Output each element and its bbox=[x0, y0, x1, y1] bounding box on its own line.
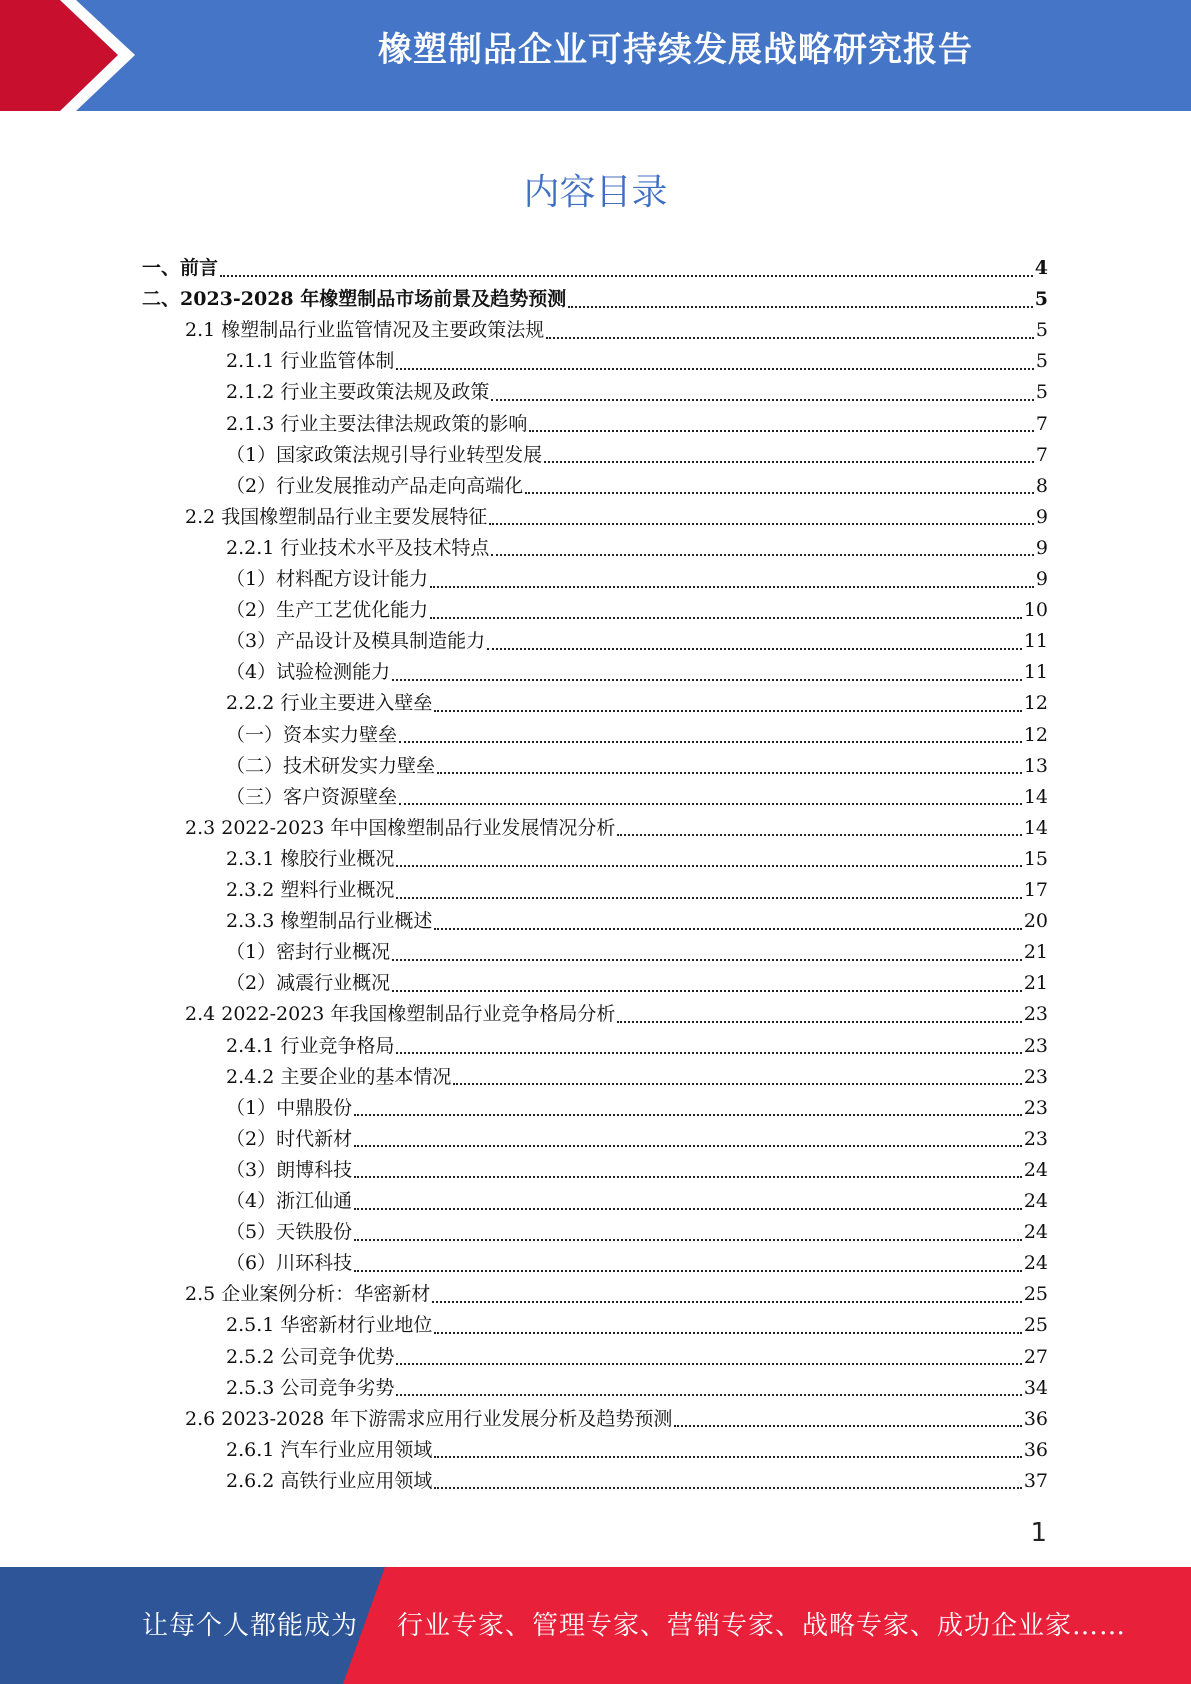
toc-entry-page: 11 bbox=[1023, 630, 1048, 653]
toc-entry[interactable] bbox=[226, 720, 1048, 751]
toc-entry-title: 2.1.2 行业主要政策法规及政策 bbox=[226, 381, 490, 404]
toc-entry-page: 11 bbox=[1023, 661, 1048, 684]
toc-entry[interactable] bbox=[226, 409, 1048, 440]
report-header bbox=[0, 0, 1191, 111]
toc-dot-leader bbox=[399, 803, 1022, 805]
toc-entry[interactable] bbox=[226, 1062, 1048, 1093]
toc-dot-leader bbox=[546, 337, 1034, 339]
toc-entry-title: （1）中鼎股份 bbox=[226, 1096, 353, 1119]
toc-entry[interactable] bbox=[185, 1404, 1048, 1435]
footer-slogan-left: 让每个人都能成为 bbox=[142, 1611, 359, 1641]
toc-entry-page: 9 bbox=[1035, 568, 1048, 590]
toc-entry[interactable] bbox=[226, 937, 1048, 968]
toc-entry-title: 2.5.3 公司竞争劣势 bbox=[226, 1376, 395, 1399]
toc-entry[interactable] bbox=[226, 1124, 1048, 1155]
toc-entry-page: 5 bbox=[1034, 288, 1048, 311]
toc-dot-leader bbox=[434, 710, 1021, 712]
toc-entry-title: 2.4 2022-2023 年我国橡塑制品行业竞争格局分析 bbox=[185, 1003, 616, 1026]
toc-entry-title: 2.2 我国橡塑制品行业主要发展特征 bbox=[185, 505, 488, 528]
report-title: 橡塑制品企业可持续发展战略研究报告 bbox=[378, 30, 973, 70]
toc-dot-leader bbox=[617, 1021, 1021, 1023]
toc-entry-title: 2.1 橡塑制品行业监管情况及主要政策法规 bbox=[185, 319, 545, 342]
toc-entry-page: 24 bbox=[1023, 1252, 1048, 1275]
toc-entry[interactable] bbox=[226, 1031, 1048, 1062]
toc-entry-title: （2）生产工艺优化能力 bbox=[226, 599, 429, 622]
toc-entry[interactable] bbox=[226, 1466, 1048, 1497]
toc-entry[interactable] bbox=[226, 688, 1048, 719]
toc-entry[interactable] bbox=[226, 968, 1048, 999]
footer-slogan-right: 行业专家、管理专家、营销专家、战略专家、成功企业家…… bbox=[397, 1611, 1127, 1641]
toc-entry-page: 5 bbox=[1035, 319, 1048, 342]
toc-dot-leader bbox=[396, 1363, 1021, 1365]
toc-entry-title: （3）产品设计及模具制造能力 bbox=[226, 630, 486, 653]
toc-entry[interactable] bbox=[226, 1310, 1048, 1341]
toc-entry[interactable] bbox=[226, 1186, 1048, 1217]
toc-entry[interactable] bbox=[142, 253, 1048, 284]
toc-entry[interactable] bbox=[226, 1435, 1048, 1466]
toc-entry-page: 36 bbox=[1023, 1407, 1048, 1430]
toc-entry[interactable] bbox=[226, 1217, 1048, 1248]
toc-entry[interactable] bbox=[226, 906, 1048, 937]
toc-entry-title: 2.1.3 行业主要法律法规政策的影响 bbox=[226, 412, 528, 435]
toc-dot-leader bbox=[392, 990, 1022, 992]
toc-entry-page: 21 bbox=[1023, 972, 1048, 995]
toc-entry-page: 7 bbox=[1035, 443, 1048, 466]
toc-entry-title: 2.3.2 塑料行业概况 bbox=[226, 879, 395, 901]
toc-entry-page: 23 bbox=[1023, 1127, 1048, 1150]
toc-entry[interactable] bbox=[226, 844, 1048, 875]
toc-entry[interactable] bbox=[226, 346, 1048, 377]
header-chevron-decoration bbox=[0, 0, 150, 111]
toc-entry-title: 2.2.2 行业主要进入壁垒 bbox=[226, 692, 433, 715]
toc-entry-title: 2.4.1 行业竞争格局 bbox=[226, 1034, 395, 1057]
toc-dot-leader bbox=[434, 1332, 1021, 1334]
toc-dot-leader bbox=[392, 679, 1022, 681]
toc-entry-page: 24 bbox=[1023, 1158, 1048, 1181]
toc-entry[interactable] bbox=[226, 626, 1048, 657]
toc-entry-page: 21 bbox=[1023, 941, 1048, 964]
toc-dot-leader bbox=[399, 741, 1022, 743]
toc-entry-title: （一）资本实力壁垒 bbox=[226, 723, 398, 746]
toc-entry[interactable] bbox=[226, 595, 1048, 626]
toc-dot-leader bbox=[354, 1176, 1022, 1178]
toc-entry-title: 2.5.1 华密新材行业地位 bbox=[226, 1314, 433, 1337]
toc-dot-leader bbox=[396, 1394, 1021, 1396]
toc-entry-page: 24 bbox=[1023, 1221, 1048, 1244]
toc-entry-page: 12 bbox=[1023, 723, 1048, 746]
toc-dot-leader bbox=[434, 1487, 1021, 1489]
toc-entry-title: （2）时代新材 bbox=[226, 1127, 353, 1150]
toc-entry[interactable] bbox=[226, 751, 1048, 782]
toc-dot-leader bbox=[354, 1239, 1022, 1241]
toc-entry-page: 34 bbox=[1023, 1376, 1048, 1399]
toc-dot-leader bbox=[430, 617, 1022, 619]
toc-heading: 内容目录 bbox=[523, 172, 668, 213]
toc-dot-leader bbox=[396, 1052, 1021, 1054]
toc-entry[interactable] bbox=[226, 533, 1048, 564]
toc-entry-page: 14 bbox=[1023, 785, 1048, 808]
toc-entry[interactable] bbox=[226, 564, 1048, 595]
toc-entry[interactable] bbox=[226, 440, 1048, 471]
toc-entry[interactable] bbox=[226, 782, 1048, 813]
toc-entry-title: （4）浙江仙通 bbox=[226, 1190, 353, 1212]
toc-entry-title: （二）技术研发实力壁垒 bbox=[226, 754, 436, 777]
toc-dot-leader bbox=[529, 430, 1034, 432]
toc-entry-title: 2.1.1 行业监管体制 bbox=[226, 350, 395, 373]
toc-entry-title: 2.3 2022-2023 年中国橡塑制品行业发展情况分析 bbox=[185, 816, 616, 839]
toc-dot-leader bbox=[434, 928, 1021, 930]
toc-entry-title: 2.6.2 高铁行业应用领域 bbox=[226, 1469, 433, 1492]
toc-entry-title: （3）朗博科技 bbox=[226, 1158, 353, 1181]
toc-entry-title: 2.6.1 汽车行业应用领域 bbox=[226, 1438, 433, 1461]
toc-dot-leader bbox=[453, 1083, 1021, 1085]
toc-entry-page: 23 bbox=[1023, 1096, 1048, 1119]
toc-entry[interactable] bbox=[185, 502, 1048, 533]
toc-entry-page: 36 bbox=[1023, 1438, 1048, 1461]
toc-entry-page: 4 bbox=[1034, 257, 1048, 279]
toc-dot-leader bbox=[354, 1114, 1022, 1116]
toc-entry-page: 37 bbox=[1023, 1469, 1048, 1492]
toc-entry-page: 5 bbox=[1035, 381, 1048, 404]
toc-entry-page: 20 bbox=[1023, 910, 1048, 933]
toc-dot-leader bbox=[525, 492, 1034, 494]
toc-entry-page: 27 bbox=[1023, 1345, 1048, 1368]
toc-dot-leader bbox=[568, 306, 1033, 308]
toc-entry-title: 二、2023-2028 年橡塑制品市场前景及趋势预测 bbox=[142, 288, 567, 311]
toc-entry[interactable] bbox=[226, 1155, 1048, 1186]
toc-entry[interactable] bbox=[226, 875, 1048, 906]
toc-entry-page: 13 bbox=[1023, 754, 1048, 777]
toc-entry[interactable] bbox=[226, 1093, 1048, 1124]
toc-entry[interactable] bbox=[226, 471, 1048, 502]
toc-dot-leader bbox=[220, 275, 1033, 277]
toc-entry-title: （2）行业发展推动产品走向高端化 bbox=[226, 474, 524, 497]
toc-dot-leader bbox=[396, 897, 1021, 899]
toc-entry[interactable] bbox=[185, 1279, 1048, 1310]
toc-entry[interactable] bbox=[226, 1342, 1048, 1373]
toc-entry-title: 2.3.3 橡塑制品行业概述 bbox=[226, 910, 433, 933]
toc-entry-title: 2.4.2 主要企业的基本情况 bbox=[226, 1065, 452, 1088]
page-number: 1 bbox=[1030, 1518, 1047, 1548]
toc-dot-leader bbox=[392, 959, 1022, 961]
toc-entry[interactable] bbox=[226, 1248, 1048, 1279]
toc-entry-title: 2.5.2 公司竞争优势 bbox=[226, 1345, 395, 1368]
toc-entry-page: 9 bbox=[1035, 505, 1048, 528]
toc-entry-page: 25 bbox=[1023, 1283, 1048, 1306]
toc-entry-title: （6）川环科技 bbox=[226, 1252, 353, 1275]
toc-entry-title: （4）试验检测能力 bbox=[226, 661, 391, 684]
toc-dot-leader bbox=[544, 461, 1034, 463]
toc-entry-title: 2.3.1 橡胶行业概况 bbox=[226, 847, 395, 870]
toc-entry-title: 2.2.1 行业技术水平及技术特点 bbox=[226, 536, 490, 559]
toc-dot-leader bbox=[489, 523, 1034, 525]
toc-dot-leader bbox=[354, 1145, 1022, 1147]
toc-entry[interactable] bbox=[142, 284, 1048, 315]
toc-entry[interactable] bbox=[226, 1373, 1048, 1404]
toc-dot-leader bbox=[432, 1301, 1022, 1303]
toc-entry-page: 24 bbox=[1023, 1190, 1048, 1212]
report-footer bbox=[0, 1567, 1191, 1684]
toc-entry-page: 8 bbox=[1035, 474, 1048, 497]
toc-dot-leader bbox=[674, 1425, 1021, 1427]
toc-entry-title: （1）材料配方设计能力 bbox=[226, 568, 429, 590]
toc-dot-leader bbox=[430, 586, 1034, 588]
toc-entry-title: 2.5 企业案例分析：华密新材 bbox=[185, 1283, 431, 1306]
toc-entry[interactable] bbox=[226, 657, 1048, 688]
toc-entry-page: 17 bbox=[1023, 879, 1048, 901]
toc-entry-page: 23 bbox=[1023, 1065, 1048, 1088]
toc-entry-title: 一、前言 bbox=[142, 257, 219, 279]
toc-dot-leader bbox=[617, 834, 1021, 836]
toc-dot-leader bbox=[354, 1208, 1022, 1210]
toc-dot-leader bbox=[396, 368, 1034, 370]
toc-entry-title: 2.6 2023-2028 年下游需求应用行业发展分析及趋势预测 bbox=[185, 1407, 673, 1430]
toc-entry-page: 9 bbox=[1035, 536, 1048, 559]
toc-entry-title: （1）国家政策法规引导行业转型发展 bbox=[226, 443, 543, 466]
toc-dot-leader bbox=[487, 648, 1022, 650]
toc-entry-page: 14 bbox=[1023, 816, 1048, 839]
toc-entry[interactable] bbox=[185, 813, 1048, 844]
toc-entry-page: 7 bbox=[1035, 412, 1048, 435]
toc-entry-title: （1）密封行业概况 bbox=[226, 941, 391, 964]
toc-dot-leader bbox=[437, 772, 1022, 774]
toc-entry-page: 10 bbox=[1023, 599, 1048, 622]
toc-entry-title: （2）减震行业概况 bbox=[226, 972, 391, 995]
toc-entry-title: （三）客户资源壁垒 bbox=[226, 785, 398, 808]
toc-entry-page: 23 bbox=[1023, 1034, 1048, 1057]
toc-entry-page: 12 bbox=[1023, 692, 1048, 715]
toc-dot-leader bbox=[396, 865, 1021, 867]
toc-entry[interactable] bbox=[185, 999, 1048, 1030]
toc-entry[interactable] bbox=[185, 315, 1048, 346]
toc-entry-page: 25 bbox=[1023, 1314, 1048, 1337]
toc-dot-leader bbox=[491, 399, 1034, 401]
toc-dot-leader bbox=[491, 554, 1034, 556]
toc-entry[interactable] bbox=[226, 377, 1048, 408]
toc-entry-page: 5 bbox=[1035, 350, 1048, 373]
toc-entry-page: 23 bbox=[1023, 1003, 1048, 1026]
toc-dot-leader bbox=[354, 1270, 1022, 1272]
toc-entry-title: （5）天铁股份 bbox=[226, 1221, 353, 1244]
toc-dot-leader bbox=[434, 1456, 1021, 1458]
toc-entry-page: 15 bbox=[1023, 847, 1048, 870]
